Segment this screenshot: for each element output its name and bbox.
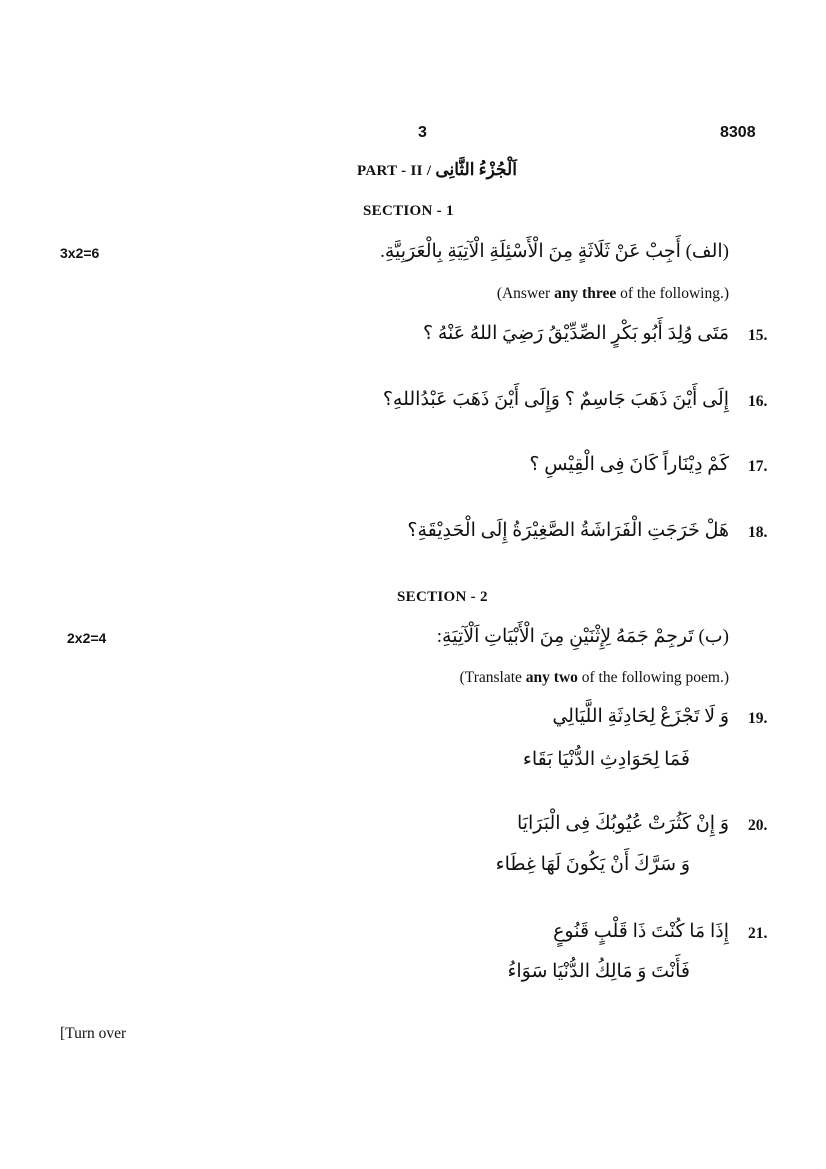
part-label: PART - II / [357,163,432,179]
question-number: 18. [748,524,768,541]
part-heading [357,160,517,180]
question-number: 20. [748,817,768,834]
question-number: 16. [748,393,768,410]
page-number: 3 [418,124,427,141]
section-1-instruction-arabic: (الف) أَجِبْ عَنْ ثَلَاثَةٍ مِنَ الْأَسْئِلَةِ الْآتِيَةِ بِالْعَرَبِيَّةِ. [380,241,729,262]
section-2-marks: 2x2=4 [67,630,107,646]
question-number: 15. [748,327,768,344]
section-2-title: SECTION - 2 [397,589,488,605]
poem-line: وَ إِنْ كَثُرَتْ عُيُوبُكَ فِى الْبَرَايَا [516,813,729,834]
question-text: هَلْ خَرَجَتِ الْفَرَاشَةُ الصَّغِيْرَةُ إِلَى الْحَدِيْقَةِ؟ [407,520,729,541]
poem-line: وَ سَرَّكَ أَنْ يَكُونَ لَهَا غِطَاء [495,854,690,875]
poem-line: فَأَنْتَ وَ مَالِكُ الدُّنْيَا سَوَاءُ [507,961,690,982]
question-text: كَمْ دِيْنَاراً كَانَ فِى الْقِيْسِ ؟ [529,454,729,475]
section-1-instruction-english: (Answer any three of the following.) [496,285,729,302]
question-text: إِلَى أَيْنَ ذَهَبَ جَاسِمٌ ؟ وَإِلَى أَيْنَ ذَهَبَ عَبْدُاللهِ؟ [382,389,729,410]
part-arabic-label: اَلْجُزْءُ الثَّانِى [435,160,517,179]
poem-line: فَمَا لِحَوَادِثِ الدُّنْيَا بَقَاء [522,749,690,770]
poem-line: وَ لَا تَجْزَعْ لِحَادِثَةِ اللَّيَالِي [552,706,729,727]
section-1-marks: 3x2=6 [60,245,100,261]
question-number: 17. [748,458,768,475]
question-text: مَتَى وُلِدَ أَبُو بَكْرٍ الصِّدِّيْقُ رَضِيَ اللهُ عَنْهُ ؟ [422,323,729,344]
turn-over-note: [Turn over [60,1025,127,1042]
section-2-instruction-arabic: (ب) تَرجِمْ جَمَهُ لِإِثْنَيْنِ مِنَ الْأَبْيَاتِ اَلْآتِيَةِ: [436,626,729,647]
paper-code: 8308 [720,124,756,141]
poem-line: إِذَا مَا كُنْتَ ذَا قَلْبٍ قَنُوعٍ [553,921,729,942]
question-number: 19. [748,710,768,727]
section-2-instruction-english: (Translate any two of the following poem.) [459,669,729,686]
question-number: 21. [748,925,768,942]
section-1-title: SECTION - 1 [363,203,454,219]
